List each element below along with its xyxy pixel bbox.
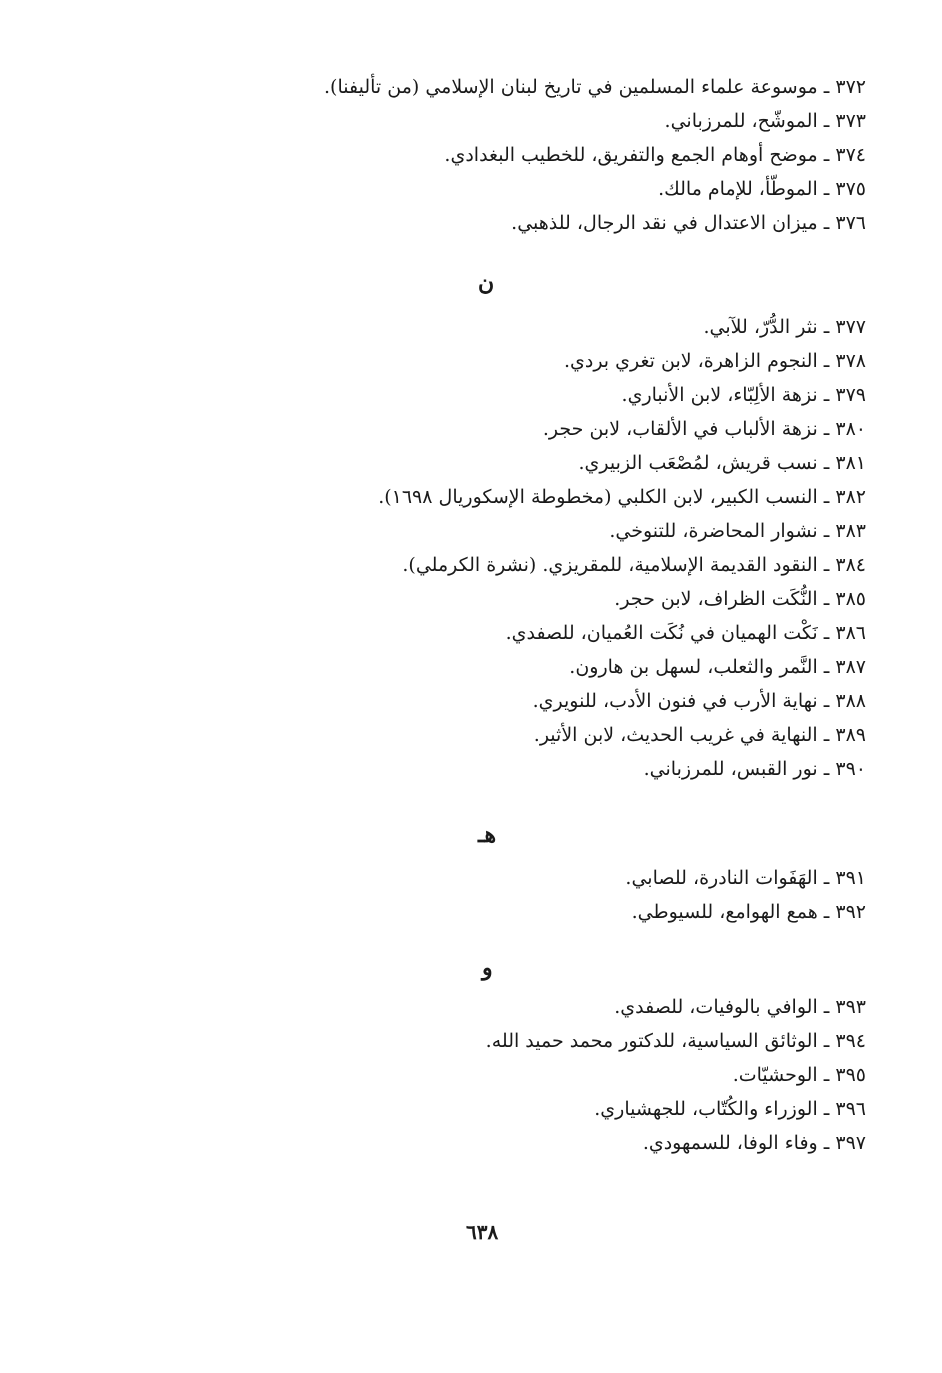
entry-389: ٣٨٩ ـ النهاية في غريب الحديث، لابن الأثير. [533, 724, 866, 746]
section-heading-ha: هـ [478, 822, 497, 848]
entry-388: ٣٨٨ ـ نهاية الأرب في فنون الأدب، للنويري. [532, 690, 866, 712]
entry-394: ٣٩٤ ـ الوثائق السياسية، للدكتور محمد حميد الله. [485, 1030, 866, 1052]
entry-374: ٣٧٤ ـ موضح أوهام الجمع والتفريق، للخطيب البغدادي. [444, 144, 866, 166]
entry-396: ٣٩٦ ـ الوزراء والكُتّاب، للجهشياري. [594, 1098, 866, 1120]
entry-377: ٣٧٧ ـ نثر الدُّرّ، للآبي. [703, 316, 866, 338]
section-meem-continued [246, 70, 866, 240]
entry-390: ٣٩٠ ـ نور القبس، للمرزباني. [643, 758, 866, 780]
entry-386: ٣٨٦ ـ نَكْت الهميان في نُكَت العُميان، للصفدي. [505, 622, 866, 644]
entry-385: ٣٨٥ ـ النُّكَت الظراف، لابن حجر. [614, 588, 866, 610]
entry-384: ٣٨٤ ـ النقود القديمة الإسلامية، للمقريزي. (نشرة الكرملي). [402, 554, 866, 576]
section-heading-waw: و [482, 955, 493, 981]
entry-380: ٣٨٠ ـ نزهة الألباب في الألقاب، لابن حجر. [542, 418, 866, 440]
entry-379: ٣٧٩ ـ نزهة الألِبّاء، لابن الأنباري. [621, 384, 866, 406]
entry-391: ٣٩١ ـ الهَفَوات النادرة، للصابي. [625, 867, 866, 889]
entry-list [246, 861, 866, 929]
entry-378: ٣٧٨ ـ النجوم الزاهرة، لابن تغري بردي. [563, 350, 866, 372]
entry-list [246, 310, 866, 786]
entry-list [246, 990, 866, 1160]
entry-397: ٣٩٧ ـ وفاء الوفا، للسمهودي. [642, 1132, 866, 1154]
section-noon [246, 310, 866, 786]
section-waw [246, 990, 866, 1160]
entry-383: ٣٨٣ ـ نشوار المحاضرة، للتنوخي. [609, 520, 866, 542]
page-number: ٦٣٨ [466, 1220, 499, 1244]
entry-395: ٣٩٥ ـ الوحشيّات. [732, 1064, 866, 1086]
entry-375: ٣٧٥ ـ الموطّأ، للإمام مالك. [658, 178, 866, 200]
entry-376: ٣٧٦ ـ ميزان الاعتدال في نقد الرجال، للذهبي. [511, 212, 866, 234]
section-ha [246, 861, 866, 929]
entry-list [246, 70, 866, 240]
entry-373: ٣٧٣ ـ الموشّح، للمرزباني. [664, 110, 866, 132]
entry-393: ٣٩٣ ـ الوافي بالوفيات، للصفدي. [614, 996, 866, 1018]
entry-372: ٣٧٢ ـ موسوعة علماء المسلمين في تاريخ لبنان الإسلامي (من تأليفنا). [324, 76, 866, 98]
entry-381: ٣٨١ ـ نسب قريش، لمُصْعَب الزبيري. [578, 452, 866, 474]
entry-392: ٣٩٢ ـ همع الهوامع، للسيوطي. [631, 901, 866, 923]
section-heading-noon: ن [478, 270, 495, 296]
entry-387: ٣٨٧ ـ النَّمر والثعلب، لسهل بن هارون. [569, 656, 866, 678]
entry-382: ٣٨٢ ـ النسب الكبير، لابن الكلبي (مخطوطة الإسكوريال ١٦٩٨). [378, 486, 866, 508]
